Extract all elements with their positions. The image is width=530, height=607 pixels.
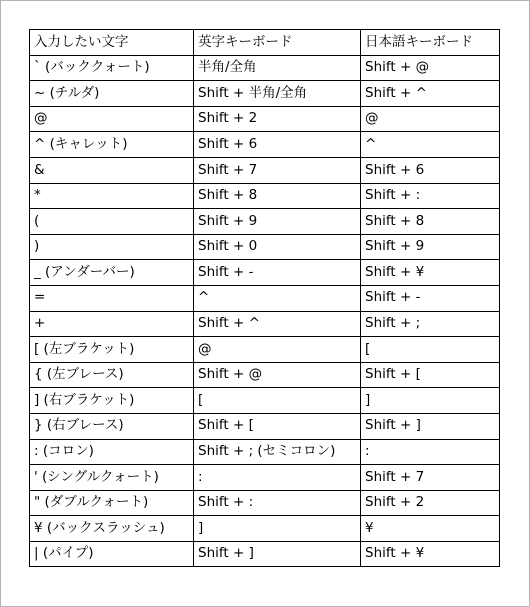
char-cell: ~ (チルダ) <box>30 81 194 107</box>
japanese-key-cell: ^ <box>361 132 500 158</box>
japanese-key-cell: [ <box>361 337 500 363</box>
japanese-key-cell: Shift + 8 <box>361 209 500 235</box>
header-japanese-keyboard: 日本語キーボード <box>361 30 500 56</box>
table-row <box>30 465 500 491</box>
table-row <box>30 183 500 209</box>
table-row <box>30 337 500 363</box>
japanese-key-cell: Shift + 9 <box>361 234 500 260</box>
japanese-key-cell: Shift + [ <box>361 362 500 388</box>
table-row <box>30 260 500 286</box>
japanese-key-cell: Shift + @ <box>361 55 500 81</box>
japanese-key-cell: Shift + ] <box>361 413 500 439</box>
japanese-key-cell: ] <box>361 388 500 414</box>
char-cell: { (左ブレース) <box>30 362 194 388</box>
char-cell: } (右ブレース) <box>30 413 194 439</box>
english-key-cell: Shift + ^ <box>194 311 361 337</box>
char-cell: _ (アンダーバー) <box>30 260 194 286</box>
table-row <box>30 285 500 311</box>
table-row <box>30 413 500 439</box>
char-cell: @ <box>30 106 194 132</box>
table-row <box>30 157 500 183</box>
english-key-cell: Shift + 半角/全角 <box>194 81 361 107</box>
char-cell: ( <box>30 209 194 235</box>
table-row <box>30 209 500 235</box>
table-row <box>30 388 500 414</box>
table-row <box>30 362 500 388</box>
english-key-cell: Shift + 8 <box>194 183 361 209</box>
table-row <box>30 106 500 132</box>
char-cell: ) <box>30 234 194 260</box>
japanese-key-cell: Shift + - <box>361 285 500 311</box>
char-cell: ^ (キャレット) <box>30 132 194 158</box>
japanese-key-cell: Shift + ^ <box>361 81 500 107</box>
english-key-cell: Shift + 2 <box>194 106 361 132</box>
table-row <box>30 490 500 516</box>
english-key-cell: Shift + ] <box>194 541 361 567</box>
english-key-cell: Shift + 0 <box>194 234 361 260</box>
char-cell: ` (バッククォート) <box>30 55 194 81</box>
char-cell: ] (右ブラケット) <box>30 388 194 414</box>
japanese-key-cell: Shift + 7 <box>361 465 500 491</box>
english-key-cell: Shift + 6 <box>194 132 361 158</box>
japanese-key-cell: Shift + ¥ <box>361 541 500 567</box>
japanese-key-cell: : <box>361 439 500 465</box>
english-key-cell: ^ <box>194 285 361 311</box>
japanese-key-cell: Shift + 6 <box>361 157 500 183</box>
char-cell: + <box>30 311 194 337</box>
char-cell: ¥ (バックスラッシュ) <box>30 516 194 542</box>
english-key-cell: ] <box>194 516 361 542</box>
english-key-cell: Shift + 9 <box>194 209 361 235</box>
char-cell: [ (左ブラケット) <box>30 337 194 363</box>
english-key-cell: Shift + 7 <box>194 157 361 183</box>
english-key-cell: Shift + ; (セミコロン) <box>194 439 361 465</box>
japanese-key-cell: @ <box>361 106 500 132</box>
english-key-cell: Shift + : <box>194 490 361 516</box>
char-cell: & <box>30 157 194 183</box>
char-cell: = <box>30 285 194 311</box>
char-cell: ' (シングルクォート) <box>30 465 194 491</box>
japanese-key-cell: ¥ <box>361 516 500 542</box>
japanese-key-cell: Shift + ; <box>361 311 500 337</box>
table-row <box>30 516 500 542</box>
japanese-key-cell: Shift + : <box>361 183 500 209</box>
english-key-cell: Shift + - <box>194 260 361 286</box>
table-row <box>30 132 500 158</box>
char-cell: | (パイプ) <box>30 541 194 567</box>
table-row <box>30 541 500 567</box>
english-key-cell: Shift + @ <box>194 362 361 388</box>
english-key-cell: 半角/全角 <box>194 55 361 81</box>
char-cell: : (コロン) <box>30 439 194 465</box>
table-row <box>30 55 500 81</box>
header-english-keyboard: 英字キーボード <box>194 30 361 56</box>
char-cell: " (ダブルクォート) <box>30 490 194 516</box>
table-row <box>30 234 500 260</box>
english-key-cell: Shift + [ <box>194 413 361 439</box>
header-target-char: 入力したい文字 <box>30 30 194 56</box>
table-body <box>30 30 500 567</box>
table-row <box>30 439 500 465</box>
keyboard-mapping-table <box>29 29 500 567</box>
english-key-cell: @ <box>194 337 361 363</box>
japanese-key-cell: Shift + 2 <box>361 490 500 516</box>
table-row <box>30 311 500 337</box>
english-key-cell: [ <box>194 388 361 414</box>
table-row <box>30 81 500 107</box>
table-header-row <box>30 30 500 56</box>
english-key-cell: : <box>194 465 361 491</box>
char-cell: * <box>30 183 194 209</box>
japanese-key-cell: Shift + ¥ <box>361 260 500 286</box>
